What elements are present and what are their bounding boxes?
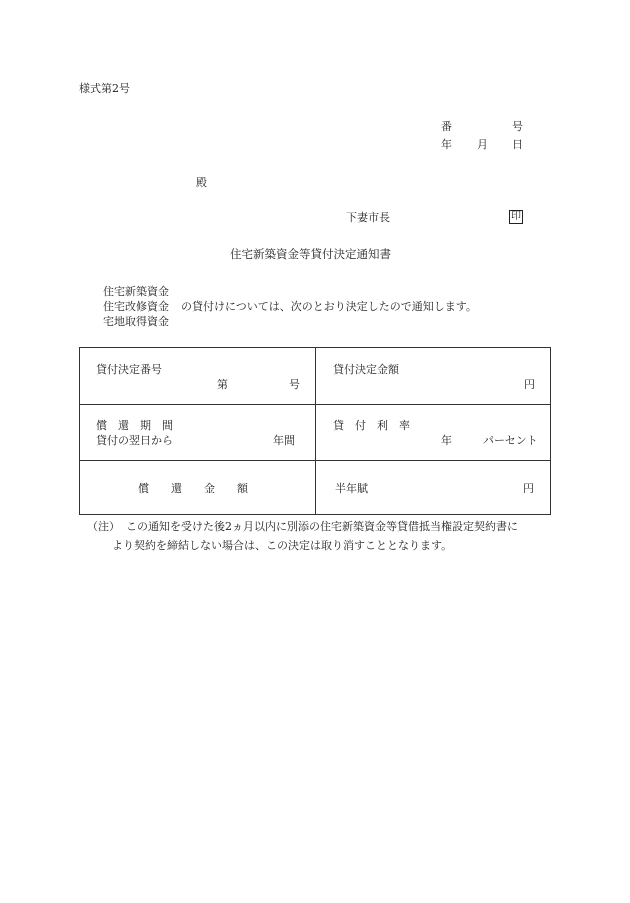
document-title: 住宅新築資金等貸付決定通知書 [230, 247, 391, 261]
header-ban: 番 [441, 120, 452, 133]
header-go: 号 [512, 120, 523, 133]
loan-amount-yen: 円 [524, 378, 535, 391]
header-year: 年 [441, 138, 452, 151]
loan-number-label: 貸付決定番号 [96, 363, 162, 376]
loan-decision-table [79, 347, 551, 515]
repay-period-unit: 年間 [273, 434, 295, 447]
half-year-label: 半年賦 [335, 482, 368, 495]
note-prefix: （注） [87, 520, 120, 533]
fund-type-land: 宅地取得資金 [103, 315, 169, 328]
half-year-yen: 円 [523, 482, 534, 495]
table-row-divider [80, 404, 550, 405]
fund-type-new-build: 住宅新築資金 [103, 285, 169, 298]
interest-rate-year: 年 [441, 434, 452, 447]
issuer-name: 下妻市長 [346, 211, 390, 224]
fund-type-renovation: 住宅改修資金 [103, 300, 169, 313]
body-sentence: の貸付けについては、次のとおり決定したので通知します。 [181, 300, 477, 313]
note-line-1: この通知を受けた後2ヵ月以内に別添の住宅新築資金等貸借抵当権設定契約書に [126, 520, 518, 533]
header-month: 月 [477, 138, 488, 151]
header-day: 日 [512, 138, 523, 151]
interest-rate-label: 貸 付 利 率 [333, 419, 410, 432]
loan-number-go: 号 [289, 378, 300, 391]
form-number: 様式第2号 [79, 82, 130, 95]
loan-number-dai: 第 [217, 378, 228, 391]
repay-period-label: 償 還 期 間 [96, 419, 173, 432]
repay-amount-label: 償 還 金 額 [138, 482, 248, 495]
addressee-dono: 殿 [196, 176, 207, 189]
note-line-2: より契約を締結しない場合は、この決定は取り消すこととなります。 [112, 539, 453, 552]
repay-period-from: 貸付の翌日から [96, 434, 173, 447]
table-row-divider [80, 460, 550, 461]
issuer-seal: 印 [511, 211, 521, 222]
interest-rate-percent: パーセント [483, 434, 538, 447]
loan-amount-label: 貸付決定金額 [333, 363, 399, 376]
table-column-divider [315, 348, 316, 514]
